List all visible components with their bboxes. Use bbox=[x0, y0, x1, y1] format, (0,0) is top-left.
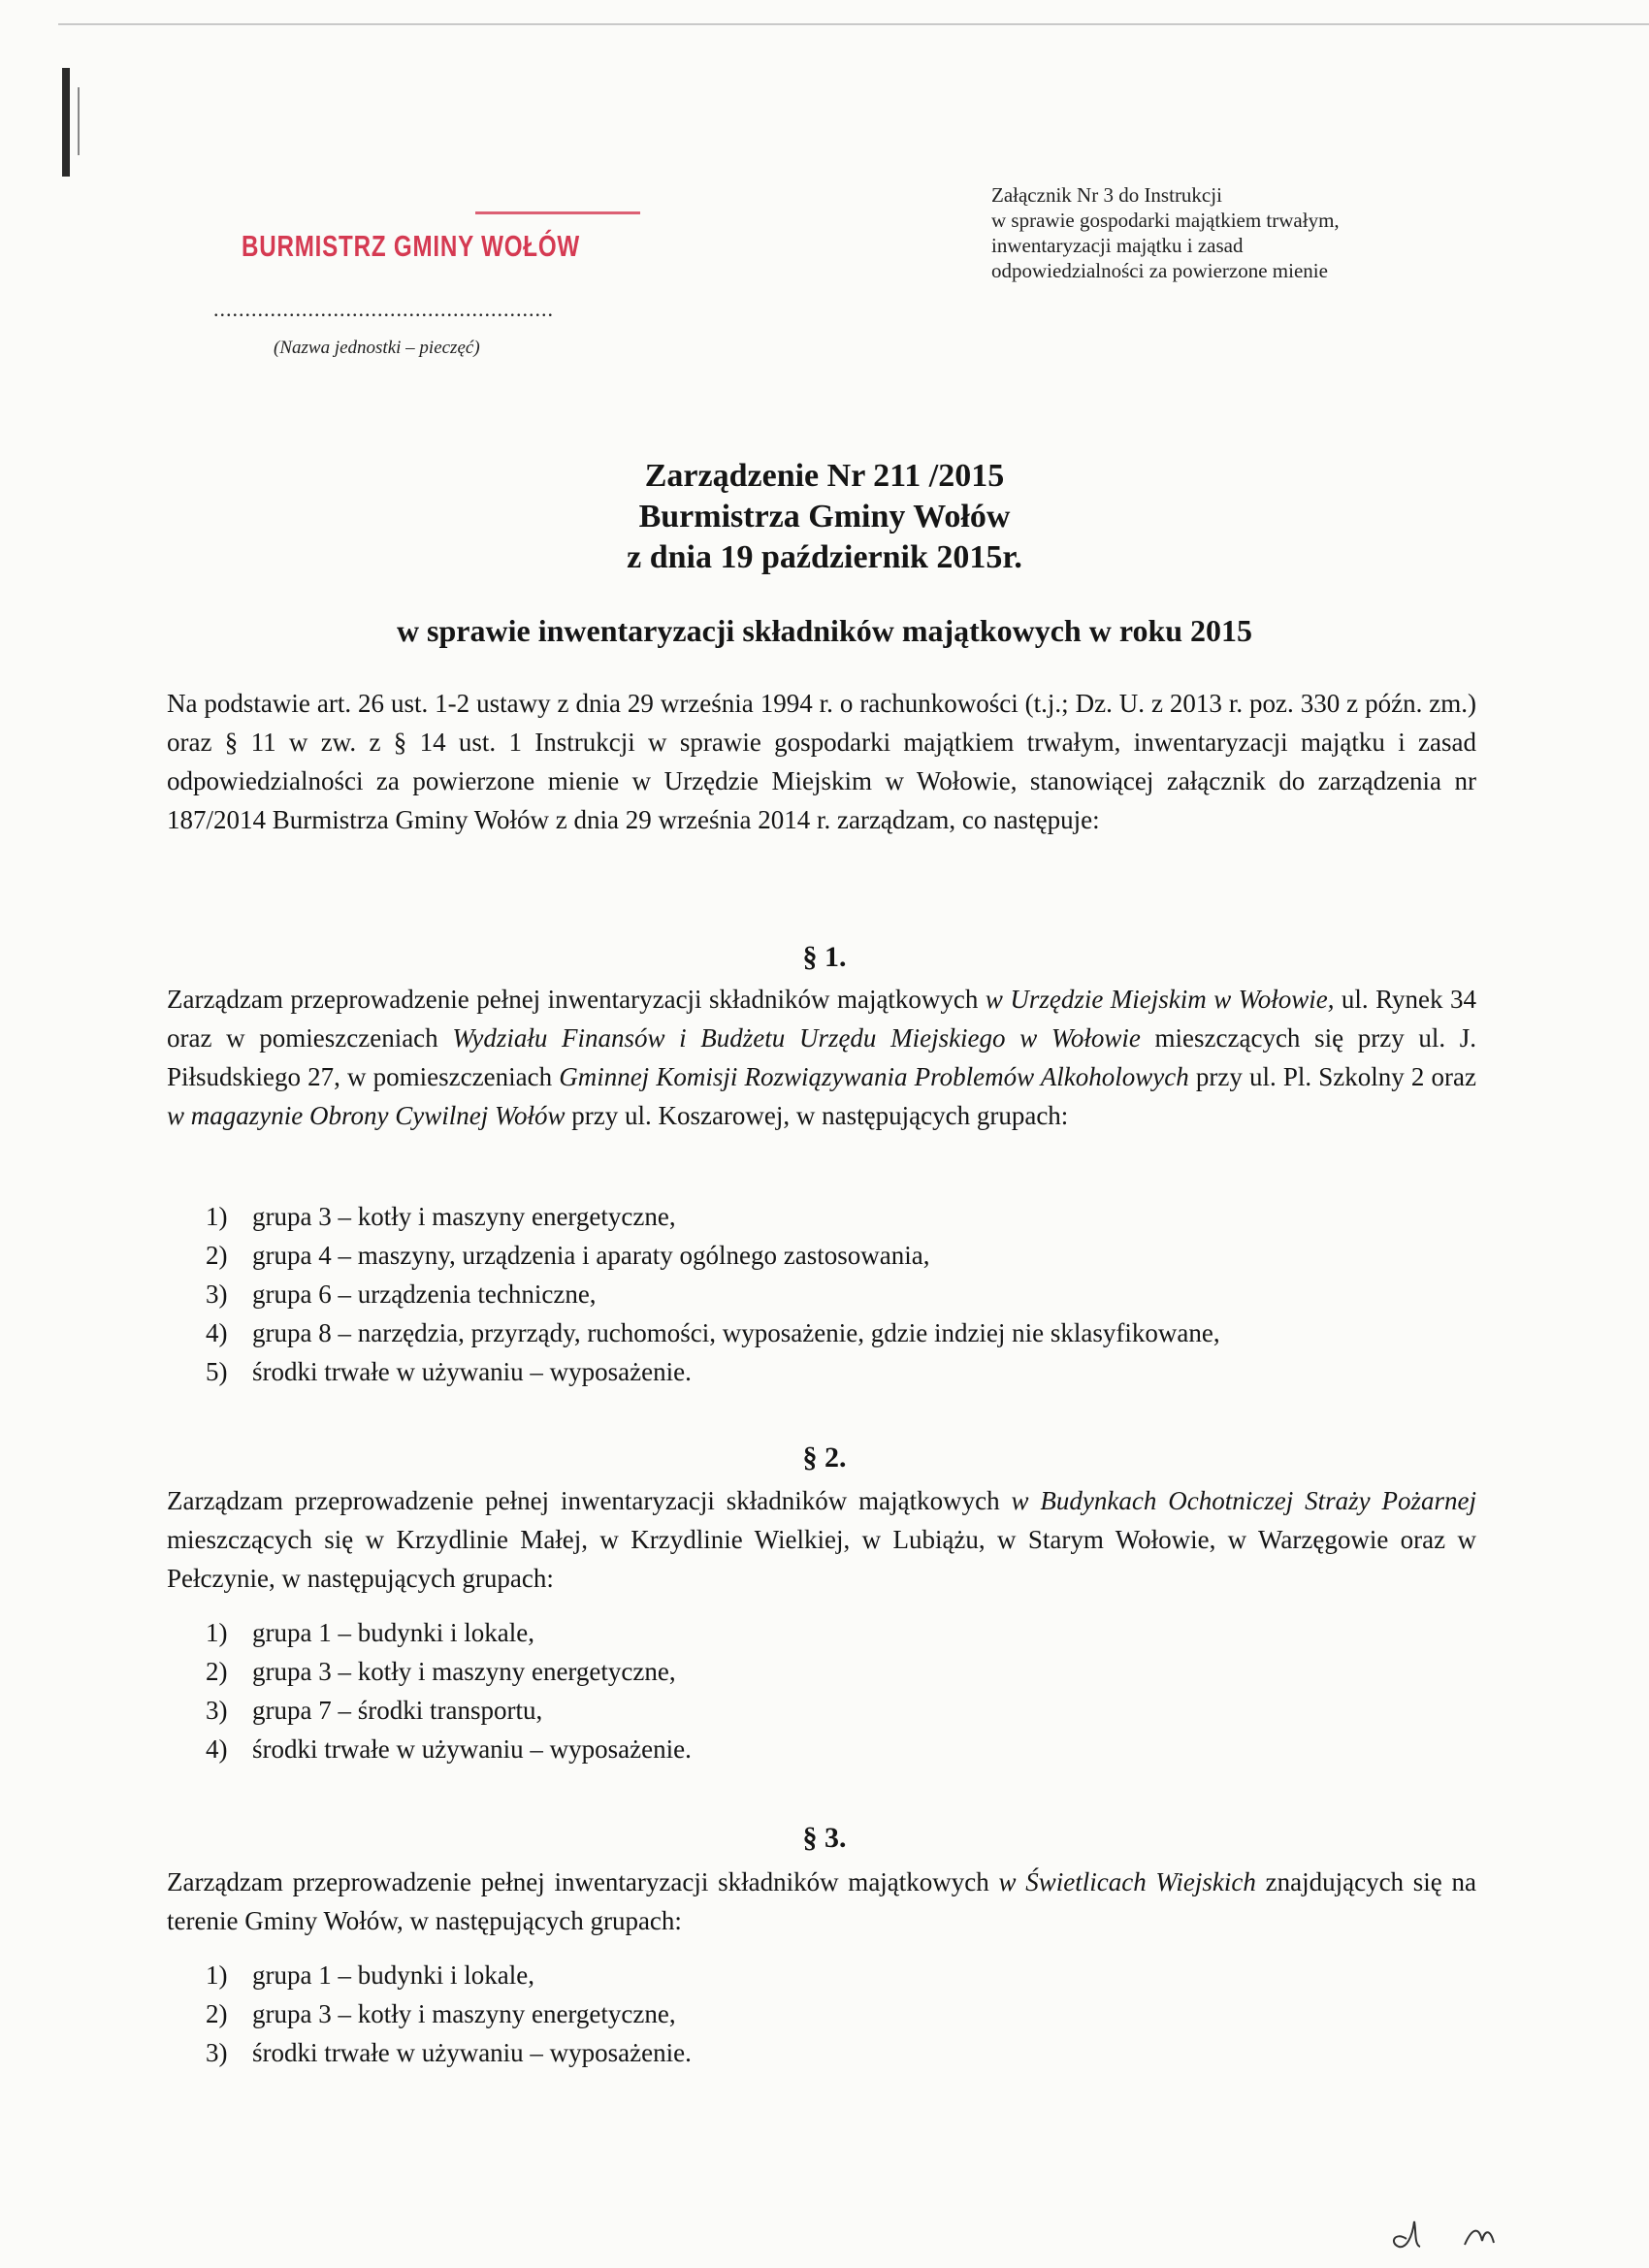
text-span: Zarządzam przeprowadzenie pełnej inwentaryzacji składników majątkowych bbox=[167, 985, 986, 1014]
scan-edge bbox=[58, 23, 1649, 25]
asset-group-list bbox=[206, 1613, 692, 1768]
list-item bbox=[206, 1730, 692, 1768]
asset-group-list bbox=[206, 1197, 1220, 1391]
emphasis-span: w magazynie Obrony Cywilnej Wołów bbox=[167, 1101, 566, 1130]
list-item bbox=[206, 2033, 692, 2072]
list-number: 2) bbox=[206, 1657, 228, 1686]
list-text: środki trwałe w używaniu – wyposażenie. bbox=[252, 1357, 692, 1386]
unit-name-caption: (Nazwa jednostki – pieczęć) bbox=[274, 338, 480, 358]
text-span: mieszczących się w Krzydlinie Małej, w Krzydlinie Wielkiej, w Lubiążu, w Starym Wołowie, w Warzęgowie oraz w Pełczynie, w następujących grupach: bbox=[167, 1525, 1476, 1593]
list-item bbox=[206, 1236, 1220, 1275]
office-stamp: BURMISTRZ GMINY WOŁÓW bbox=[241, 229, 581, 263]
section-paragraph bbox=[167, 980, 1476, 1135]
annex-line: inwentaryzacji majątku i zasad bbox=[991, 234, 1244, 257]
list-text: grupa 3 – kotły i maszyny energetyczne, bbox=[252, 1657, 676, 1686]
text-span: Zarządzam przeprowadzenie pełnej inwentaryzacji składników majątkowych bbox=[167, 1867, 999, 1896]
list-item bbox=[206, 1313, 1220, 1352]
list-text: grupa 7 – środki transportu, bbox=[252, 1696, 543, 1725]
stamp-line bbox=[475, 211, 640, 214]
list-text: grupa 4 – maszyny, urządzenia i aparaty ogólnego zastosowania, bbox=[252, 1241, 930, 1270]
list-item bbox=[206, 1613, 692, 1652]
list-number: 2) bbox=[206, 1241, 228, 1270]
scan-binding-mark bbox=[62, 68, 70, 177]
title-line-date: z dnia 19 październik 2015r. bbox=[627, 539, 1022, 575]
emphasis-span: Gminnej Komisji Rozwiązywania Problemów Alkoholowych bbox=[559, 1062, 1189, 1091]
list-item bbox=[206, 1652, 692, 1691]
title-line-number: Zarządzenie Nr 211 /2015 bbox=[644, 458, 1005, 494]
list-item bbox=[206, 1956, 692, 1994]
section-paragraph bbox=[167, 1863, 1476, 1940]
list-text: grupa 8 – narzędzia, przyrządy, ruchomości, wyposażenie, gdzie indziej nie sklasyfikowane, bbox=[252, 1318, 1220, 1347]
list-number: 3) bbox=[206, 1696, 228, 1725]
annex-line: w sprawie gospodarki majątkiem trwałym, bbox=[991, 209, 1340, 232]
section-heading: § 3. bbox=[802, 1822, 847, 1854]
annex-line: odpowiedzialności za powierzone mienie bbox=[991, 259, 1328, 282]
list-text: grupa 3 – kotły i maszyny energetyczne, bbox=[252, 1202, 676, 1231]
list-text: grupa 1 – budynki i lokale, bbox=[252, 1618, 534, 1647]
annex-line: Załącznik Nr 3 do Instrukcji bbox=[991, 183, 1222, 207]
title-line-issuer: Burmistrza Gminy Wołów bbox=[638, 499, 1011, 535]
list-number: 3) bbox=[206, 1280, 228, 1309]
list-text: grupa 6 – urządzenia techniczne, bbox=[252, 1280, 597, 1309]
unit-name-dotted-line: ...................................................... bbox=[213, 297, 554, 321]
list-text: grupa 3 – kotły i maszyny energetyczne, bbox=[252, 1999, 676, 2028]
list-item bbox=[206, 1352, 1220, 1391]
list-number: 1) bbox=[206, 1202, 228, 1231]
text-span: mieszczących się przy ul. J. Piłsudskiego 27, w pomieszczeniach bbox=[167, 1023, 1477, 1091]
scan-binding-mark-thin bbox=[78, 87, 80, 155]
list-number: 3) bbox=[206, 2038, 228, 2067]
list-number: 5) bbox=[206, 1357, 228, 1386]
section-paragraph bbox=[167, 1481, 1476, 1598]
list-number: 4) bbox=[206, 1734, 228, 1764]
list-text: grupa 1 – budynki i lokale, bbox=[252, 1960, 534, 1990]
list-text: środki trwałe w używaniu – wyposażenie. bbox=[252, 2038, 692, 2067]
text-span: przy ul. Koszarowej, w następujących grupach: bbox=[565, 1101, 1069, 1130]
list-number: 4) bbox=[206, 1318, 228, 1347]
list-item bbox=[206, 1197, 1220, 1236]
list-item bbox=[206, 1994, 692, 2033]
text-span: znajdujących się na terenie Gminy Wołów, w następujących grupach: bbox=[167, 1867, 1476, 1935]
section-heading: § 2. bbox=[802, 1442, 847, 1474]
section-heading: § 1. bbox=[802, 941, 847, 973]
asset-group-list bbox=[206, 1956, 692, 2072]
list-number: 2) bbox=[206, 1999, 228, 2028]
annex-note bbox=[991, 182, 1496, 283]
document-subject: w sprawie inwentaryzacji składników majątkowych w roku 2015 bbox=[396, 613, 1253, 648]
emphasis-span: w Urzędzie Miejskim w Wołowie, bbox=[985, 985, 1335, 1014]
list-item bbox=[206, 1275, 1220, 1313]
emphasis-span: Wydziału Finansów i Budżetu Urzędu Miejskiego w Wołowie bbox=[452, 1023, 1141, 1053]
legal-basis-paragraph: Na podstawie art. 26 ust. 1-2 ustawy z dnia 29 września 1994 r. o rachunkowości (t.j.; Dz. U. z 2013 r. poz. 330 z późn. zm.) oraz § 11 w zw. z § 14 ust. 1 Instrukcji w sprawie gospodarki majątkiem trwałym, inwentaryzacji majątku i zasad odpowiedzialności za powierzone mienie w Urzędzie Miejskim w Wołowie, stanowiącej załącznik do zarządzenia nr 187/2014 Burmistrza Gminy Wołów z dnia 29 września 2014 r. zarządzam, co następuje: bbox=[167, 689, 1476, 834]
emphasis-span: w Budynkach Ochotniczej Straży Pożarnej bbox=[1011, 1486, 1476, 1515]
emphasis-span: w Świetlicach Wiejskich bbox=[998, 1867, 1256, 1896]
list-number: 1) bbox=[206, 1960, 228, 1990]
handwritten-initials bbox=[1377, 2202, 1523, 2251]
text-span: przy ul. Pl. Szkolny 2 oraz bbox=[1188, 1062, 1476, 1091]
text-span: ul. Rynek 34 oraz w pomieszczeniach bbox=[167, 985, 1476, 1053]
list-number: 1) bbox=[206, 1618, 228, 1647]
document-title bbox=[0, 456, 1649, 578]
list-text: środki trwałe w używaniu – wyposażenie. bbox=[252, 1734, 692, 1764]
text-span: Zarządzam przeprowadzenie pełnej inwentaryzacji składników majątkowych bbox=[167, 1486, 1012, 1515]
list-item bbox=[206, 1691, 692, 1730]
